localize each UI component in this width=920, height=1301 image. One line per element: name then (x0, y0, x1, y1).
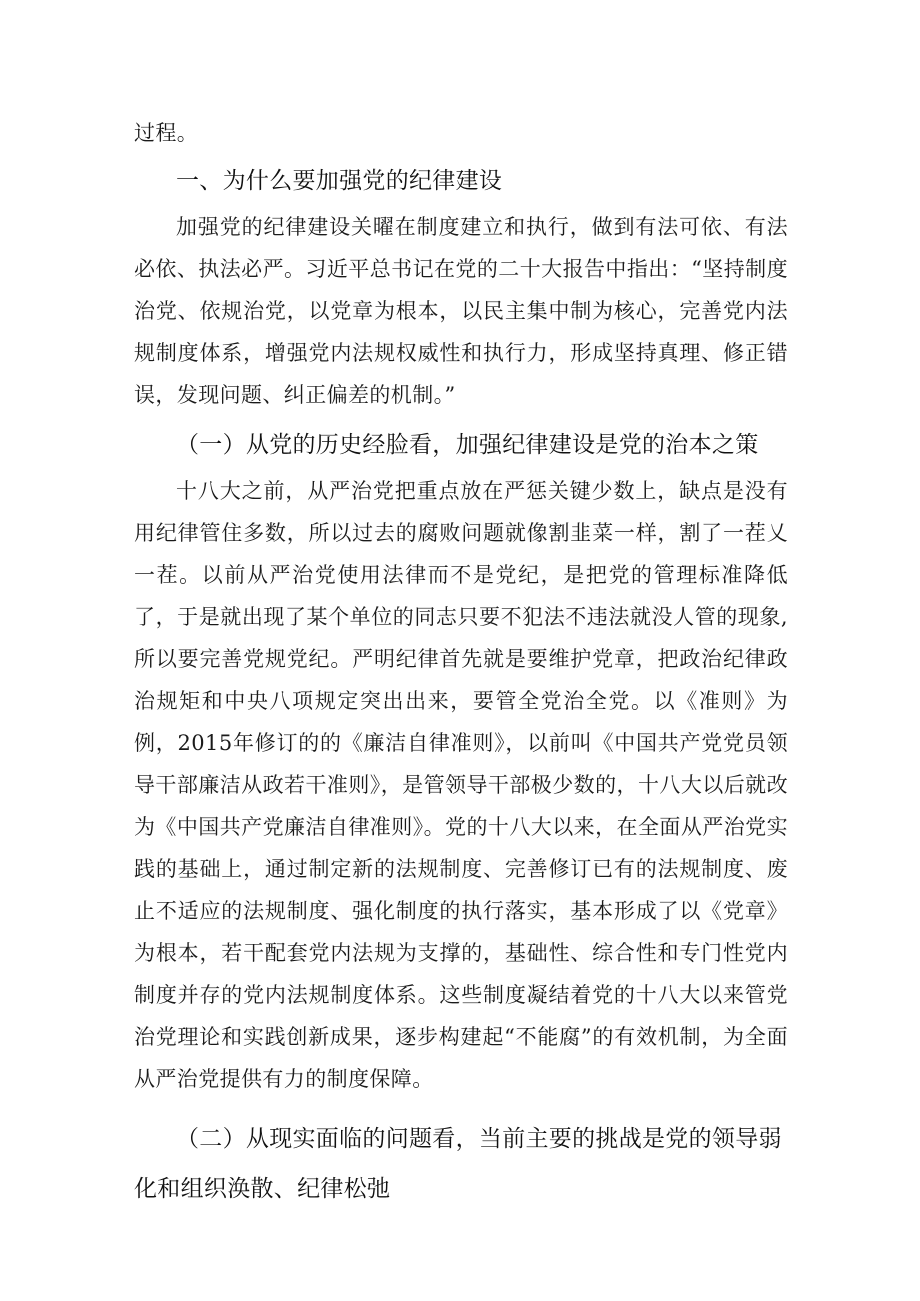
intro-fragment: 过程。 (134, 121, 199, 145)
document-body (134, 112, 788, 1214)
section-paragraph: 加强党的纪律建设关曜在制度建立和执行，做到有法可依、有法必依、执法必严。习近平总书记在党的二十大报告中指出：“坚持制度治党、依规治党，以党章为根本，以民主集中制为核心，完善党内法规制度体系，增强党内法规权威性和执行力，形成坚持真理、修正错误，发现问题、纠正偏差的机制。” (134, 215, 788, 407)
section-heading-why-discipline: 一、为什么要加强党的纪律建设 (176, 168, 503, 194)
subsection-paragraph: 十八大之前，从严治党把重点放在严惩关键少数上，缺点是没有用纪律管住多数，所以过去的腐败问题就像割韭菜一样，割了一茬乂一茬。以前从严治党使用法律而不是党纪，是把党的管理标准降低了，于是就出现了某个单位的同志只要不犯法不违法就没人管的现象,所以要完善党规党纪。严明纪律首先就是要维护党章，把政治纪律政治规矩和中央八项规定突出出来，要管全党治全党。以《准则》为例，2015年修订的的《廉洁自律准则》，以前叫《中国共产党党员领导干部廉洁从政若干准则》，是管领导干部极少数的，十八大以后就改为《中国共产党廉洁自律准则》。党的十八大以来，在全面从严治党实践的基础上，通过制定新的法规制度、完善修订已有的法规制度、废止不适应的法规制度、强化制度的执行落实，基本形成了以《党章》为根本，若干配套党内法规为支撑的，基础性、综合性和专门性党内制度并存的党内法规制度体系。这些制度凝结着党的十八大以来管党治党理论和实践创新成果，逐步构建起“不能腐”的有效机制，为全面从严治党提供有力的制度保障。 (134, 479, 788, 1091)
subsection-heading-history: （一）从党的历史经脸看，加强纪律建设是党的治本之策 (176, 432, 759, 458)
subsection-heading-current-issues: （二）从现实面临的问题看，当前主要的挑战是党的领导弱化和组织涣散、纪律松弛 (134, 1126, 782, 1202)
